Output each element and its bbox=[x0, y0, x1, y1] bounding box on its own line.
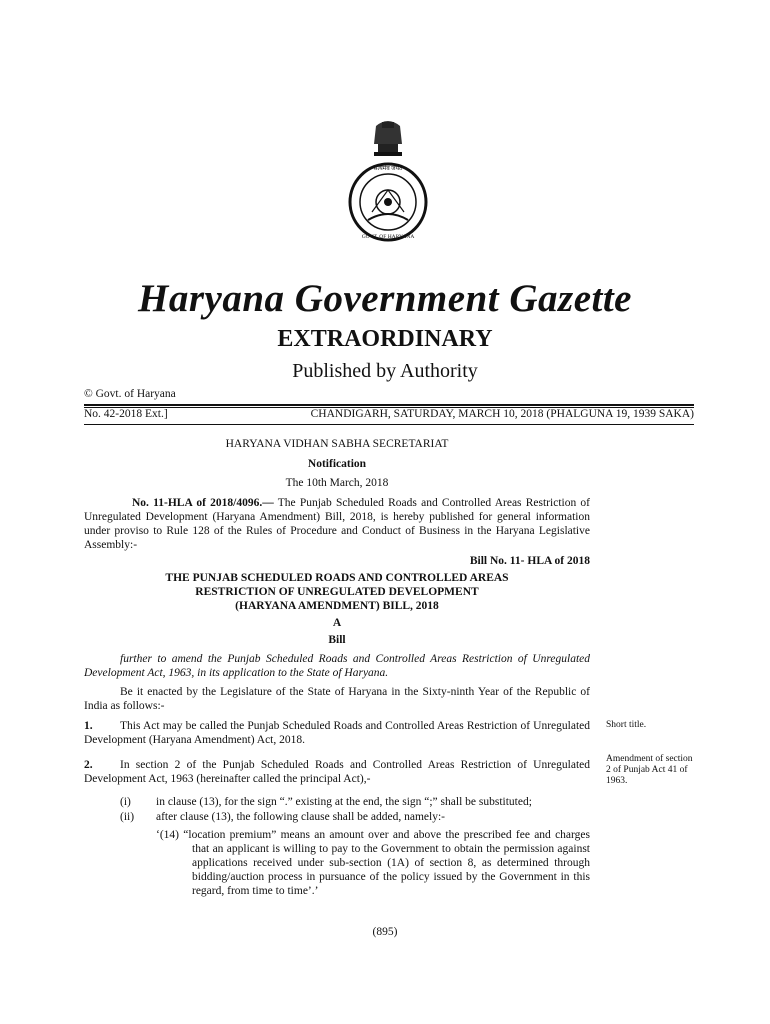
clause-14-lead: ‘(14) bbox=[156, 829, 184, 841]
bill-title-line-3: (HARYANA AMENDMENT) BILL, 2018 bbox=[235, 600, 439, 612]
clause-14 bbox=[156, 828, 590, 898]
margin-note-amendment: Amendment of section 2 of Punjab Act 41 of 1963. bbox=[606, 754, 693, 786]
clause-14-text: “location premium” means an amount over and above the prescribed fee and charges that an applicant is willing to pay to the Government to obtain the permission against applications received under sub-section (1A) of section 8, as determined through bidding/auction process in pursuance of the policy issued by the Government in this regard, from time to time’.’ bbox=[183, 829, 590, 897]
margin-note-short-title: Short title. bbox=[606, 720, 647, 730]
bill-title-line-1: THE PUNJAB SCHEDULED ROADS AND CONTROLLED AREAS bbox=[165, 572, 509, 584]
section-1-text: This Act may be called the Punjab Scheduled Roads and Controlled Areas Restriction of Unregulated Development (Haryana Amendment) Act, 2018. bbox=[84, 720, 590, 746]
bill-title-line-2: RESTRICTION OF UNREGULATED DEVELOPMENT bbox=[195, 586, 479, 598]
svg-text:GOVT. OF HARYANA: GOVT. OF HARYANA bbox=[361, 234, 415, 240]
page-number: (895) bbox=[372, 926, 398, 938]
intro-text: The Punjab Scheduled Roads and Controlled Areas Restriction of Unregulated Development (Haryana Amendment) Bill, 2018, is hereby published for general information under proviso to Rule 128 of the Rules of Procedure and Conduct of Business in the Haryana Legislative Assembly:- bbox=[84, 497, 591, 551]
clause-ii bbox=[120, 810, 590, 824]
bottom-rule bbox=[84, 424, 694, 425]
clause-i-number: (i) bbox=[120, 796, 131, 808]
clause-ii-number: (ii) bbox=[120, 811, 135, 823]
clause-i-text: in clause (13), for the sign “.” existing at the end, the sign “;” shall be substituted; bbox=[156, 796, 532, 808]
issue-number: No. 42-2018 Ext.] bbox=[84, 408, 168, 420]
section-2-text: In section 2 of the Punjab Scheduled Roads and Controlled Areas Restriction of Unregulated Development Act, 1963 (hereinafter called the principal Act),- bbox=[84, 759, 590, 785]
clause-ii-text: after clause (13), the following clause shall be added, namely:- bbox=[156, 811, 445, 823]
top-rule bbox=[84, 404, 694, 406]
enacting-clause: Be it enacted by the Legislature of the State of Haryana in the Sixty-ninth Year of the Republic of India as follows:- bbox=[84, 686, 590, 712]
secretariat-name: HARYANA VIDHAN SABHA SECRETARIAT bbox=[225, 438, 449, 450]
bill-word: Bill bbox=[328, 634, 346, 646]
bill-number: Bill No. 11- HLA of 2018 bbox=[469, 555, 590, 567]
bill-article: A bbox=[332, 617, 342, 629]
clause-i bbox=[120, 795, 590, 809]
copyright-line: © Govt. of Haryana bbox=[84, 388, 176, 400]
haryana-emblem-icon bbox=[338, 116, 438, 244]
notification-heading: Notification bbox=[307, 458, 367, 470]
section-1-number: 1. bbox=[84, 720, 93, 732]
gazette-title: Haryana Government Gazette bbox=[138, 277, 632, 320]
svg-text:सत्यमेव जयते: सत्यमेव जयते bbox=[373, 166, 403, 172]
extraordinary-heading: EXTRAORDINARY bbox=[277, 326, 493, 352]
section-2 bbox=[84, 758, 590, 786]
section-1 bbox=[84, 719, 590, 747]
published-by-authority: Published by Authority bbox=[292, 360, 478, 382]
intro-paragraph bbox=[84, 496, 590, 552]
section-2-number: 2. bbox=[84, 759, 93, 771]
notification-date: The 10th March, 2018 bbox=[285, 477, 389, 489]
issue-line bbox=[84, 408, 694, 420]
bill-purpose: further to amend the Punjab Scheduled Roads and Controlled Areas Restriction of Unregulated Development Act, 1963, in its application to the State of Haryana. bbox=[84, 653, 590, 679]
issue-place-date: CHANDIGARH, SATURDAY, MARCH 10, 2018 (PHALGUNA 19, 1939 SAKA) bbox=[310, 408, 694, 420]
notification-number: No. 11-HLA of 2018/4096.— bbox=[132, 497, 274, 509]
